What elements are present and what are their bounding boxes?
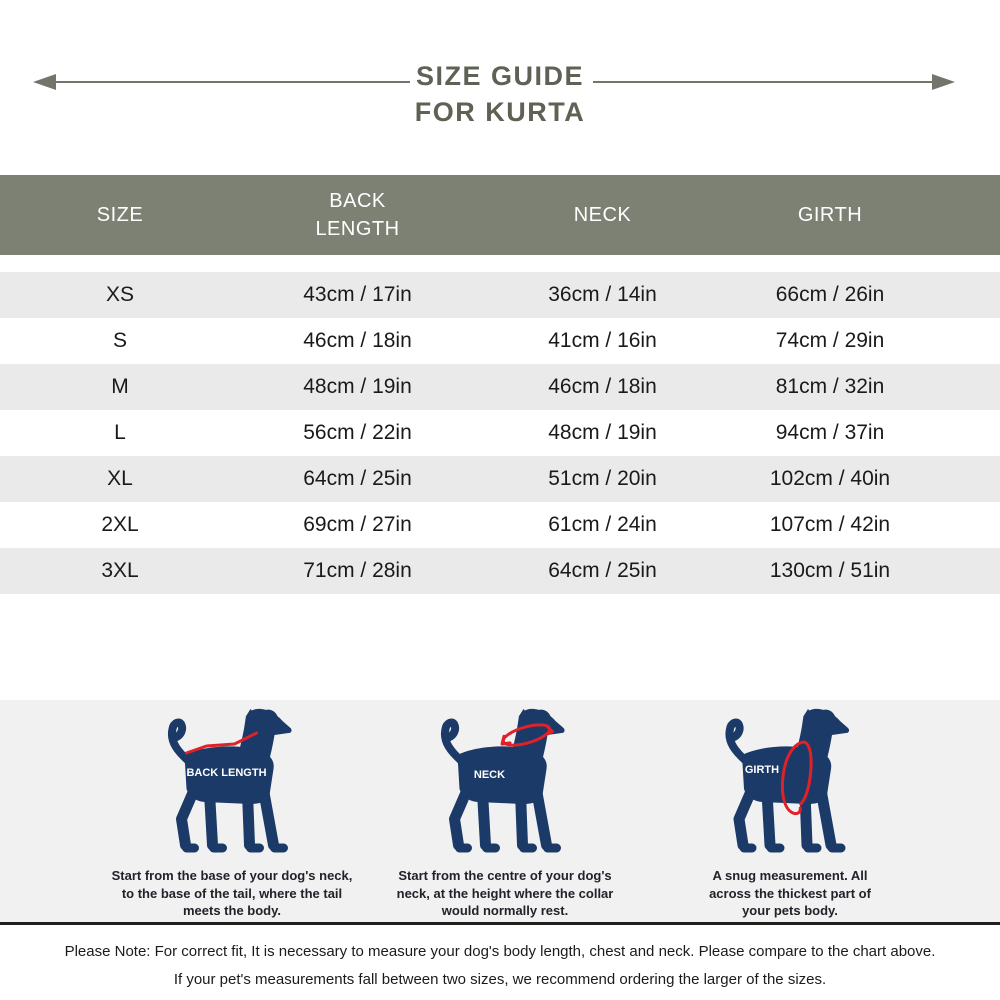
- size-cell: M: [111, 375, 129, 398]
- size-cell: 2XL: [101, 513, 139, 536]
- table-body: [0, 272, 1000, 594]
- spacer: [0, 594, 1000, 700]
- guide-girth: [690, 705, 890, 920]
- title-section: [0, 0, 1000, 175]
- page-title-line1: SIZE GUIDE: [415, 61, 585, 91]
- guide-label: NECK: [473, 769, 505, 781]
- neck-cell: 51cm / 20in: [548, 467, 657, 490]
- guide-description: Start from the base of your dog's neck, to the base of the tail, where the tail meets the body.: [111, 868, 353, 918]
- column-header-back-length: BACK LENGTH: [315, 190, 400, 240]
- girth-cell: 81cm / 32in: [775, 375, 885, 398]
- back-length-cell: 46cm / 18in: [303, 329, 412, 352]
- guide-description: A snug measurement. All across the thickest part of your pets body.: [709, 868, 871, 918]
- guide-neck: [388, 705, 623, 920]
- girth-cell: 102cm / 40in: [769, 467, 891, 490]
- table-header-gap: [0, 255, 1000, 272]
- column-header-girth: GIRTH: [797, 203, 863, 226]
- back-length-cell: 56cm / 22in: [303, 421, 412, 444]
- girth-cell: 107cm / 42in: [769, 513, 891, 536]
- size-cell: XS: [105, 283, 134, 306]
- table-row-3xl: [0, 548, 1000, 594]
- left-arrow-icon: [33, 74, 410, 90]
- neck-cell: 48cm / 19in: [548, 421, 657, 444]
- dog-neck-illustration: [405, 705, 605, 865]
- note-line1: Please Note: For correct fit, It is necessary to measure your dog's body length, chest and neck. Please compare to the chart above.: [64, 943, 936, 960]
- right-arrow-icon: [593, 74, 955, 90]
- size-cell: 3XL: [101, 559, 139, 582]
- table-row-m: [0, 364, 1000, 410]
- table-row-s: [0, 318, 1000, 364]
- table-row-l: [0, 410, 1000, 456]
- size-cell: L: [114, 421, 126, 444]
- measurement-guide-band: [0, 700, 1000, 922]
- size-cell: XL: [107, 467, 133, 490]
- neck-cell: 46cm / 18in: [548, 375, 657, 398]
- page-title: [0, 0, 1000, 130]
- size-cell: S: [112, 329, 127, 352]
- column-header-size: SIZE: [96, 203, 144, 226]
- neck-cell: 36cm / 14in: [548, 283, 657, 306]
- girth-cell: 74cm / 29in: [775, 329, 885, 352]
- column-header-neck: NECK: [573, 203, 632, 226]
- footer-note: [0, 925, 1000, 994]
- girth-cell: 130cm / 51in: [769, 559, 891, 582]
- back-length-cell: 64cm / 25in: [303, 467, 412, 490]
- table-row-xl: [0, 456, 1000, 502]
- note-line2: If your pet's measurements fall between two sizes, we recommend ordering the larger of the sizes.: [173, 971, 827, 988]
- girth-cell: 66cm / 26in: [775, 283, 885, 306]
- page-title-line2: FOR KURTA: [414, 97, 586, 127]
- back-length-cell: 71cm / 28in: [303, 559, 412, 582]
- guide-back-length: [110, 705, 355, 920]
- neck-cell: 64cm / 25in: [548, 559, 657, 582]
- neck-cell: 61cm / 24in: [548, 513, 657, 536]
- back-length-cell: 69cm / 27in: [303, 513, 412, 536]
- girth-cell: 94cm / 37in: [775, 421, 885, 444]
- guide-label: BACK LENGTH: [185, 767, 267, 779]
- guide-description: Start from the centre of your dog's neck, at the height where the collar would normally rest.: [396, 868, 614, 918]
- back-length-cell: 43cm / 17in: [303, 283, 412, 306]
- guide-label: GIRTH: [744, 764, 780, 776]
- table-row-2xl: [0, 502, 1000, 548]
- neck-cell: 41cm / 16in: [548, 329, 657, 352]
- table-header-row: [0, 175, 1000, 255]
- back-length-cell: 48cm / 19in: [303, 375, 412, 398]
- dog-back-length-illustration: [132, 705, 332, 865]
- dog-girth-illustration: [690, 705, 890, 865]
- size-table: [0, 175, 1000, 594]
- table-row-xs: [0, 272, 1000, 318]
